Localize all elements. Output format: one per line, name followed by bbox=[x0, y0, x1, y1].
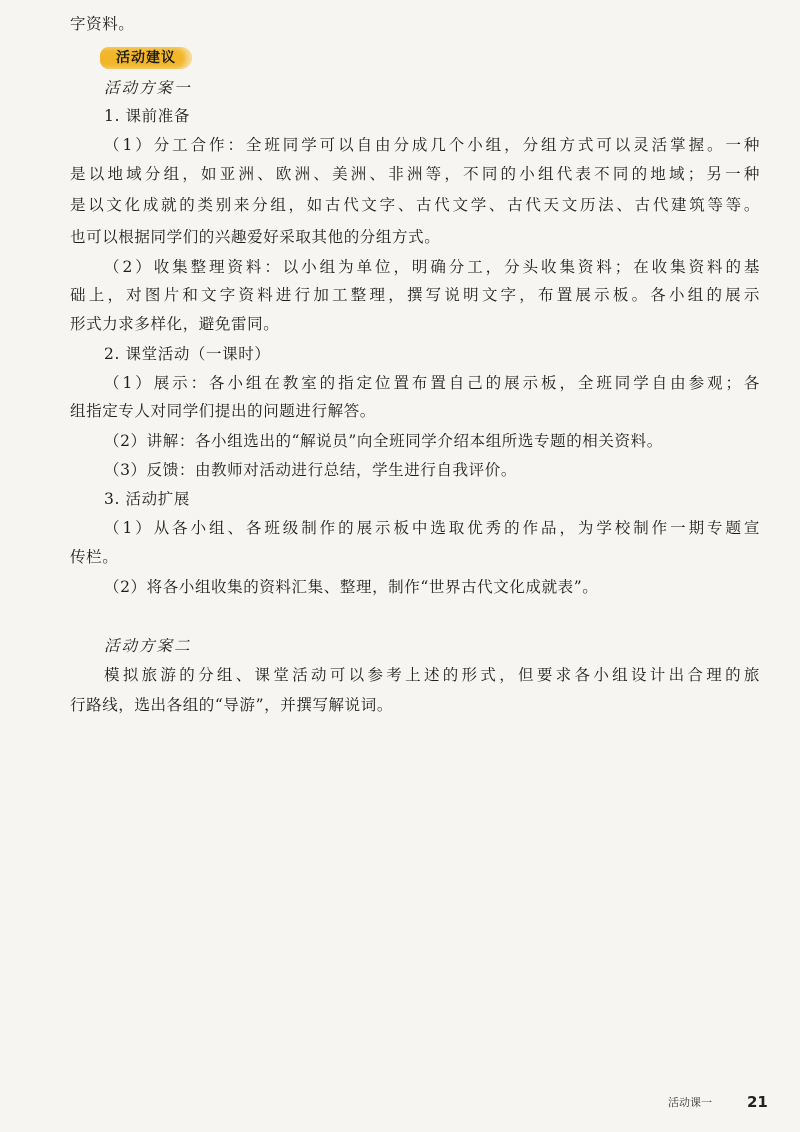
scheme-two-heading: 活动方案二 bbox=[104, 637, 192, 655]
section-heading: 2. 课堂活动（一课时） bbox=[104, 345, 271, 363]
page-number: 21 bbox=[747, 1093, 768, 1111]
body-line: （1）展示：各小组在教室的指定位置布置自己的展示板，全班同学自由参观；各 bbox=[104, 374, 760, 392]
body-line: 也可以根据同学们的兴趣爱好采取其他的分组方式。 bbox=[70, 228, 441, 246]
section-heading: 3. 活动扩展 bbox=[104, 490, 190, 508]
body-line: 形式力求多样化，避免雷同。 bbox=[70, 315, 280, 333]
body-line: （3）反馈：由教师对活动进行总结，学生进行自我评价。 bbox=[104, 461, 517, 479]
body-line: （2）讲解：各小组选出的“解说员”向全班同学介绍本组所选专题的相关资料。 bbox=[104, 432, 663, 450]
body-line: 是以文化成就的类别来分组，如古代文字、古代文学、古代天文历法、古代建筑等等。 bbox=[70, 196, 760, 214]
body-line: （1）分工合作：全班同学可以自由分成几个小组，分组方式可以灵活掌握。一种 bbox=[104, 136, 760, 154]
body-line: （1）从各小组、各班级制作的展示板中选取优秀的作品，为学校制作一期专题宣 bbox=[104, 519, 760, 537]
body-line: 行路线，选出各组的“导游”，并撰写解说词。 bbox=[70, 696, 393, 714]
body-line: （2）将各小组收集的资料汇集、整理，制作“世界古代文化成就表”。 bbox=[104, 578, 599, 596]
scheme-one-heading: 活动方案一 bbox=[104, 79, 192, 97]
activity-suggestion-badge bbox=[100, 47, 192, 69]
badge-label: 活动建议 bbox=[116, 50, 176, 66]
body-line: 字资料。 bbox=[70, 15, 135, 33]
footer-section-label: 活动课一 bbox=[668, 1096, 712, 1109]
body-line: 是以地域分组，如亚洲、欧洲、美洲、非洲等，不同的小组代表不同的地域；另一种 bbox=[70, 165, 760, 183]
body-line: （2）收集整理资料：以小组为单位，明确分工，分头收集资料；在收集资料的基 bbox=[104, 258, 760, 276]
body-line: 传栏。 bbox=[70, 548, 119, 566]
body-line: 础上，对图片和文字资料进行加工整理，撰写说明文字，布置展示板。各小组的展示 bbox=[70, 286, 760, 304]
body-line: 组指定专人对同学们提出的问题进行解答。 bbox=[70, 402, 376, 420]
section-heading: 1. 课前准备 bbox=[104, 107, 190, 125]
body-line: 模拟旅游的分组、课堂活动可以参考上述的形式，但要求各小组设计出合理的旅 bbox=[104, 666, 760, 684]
